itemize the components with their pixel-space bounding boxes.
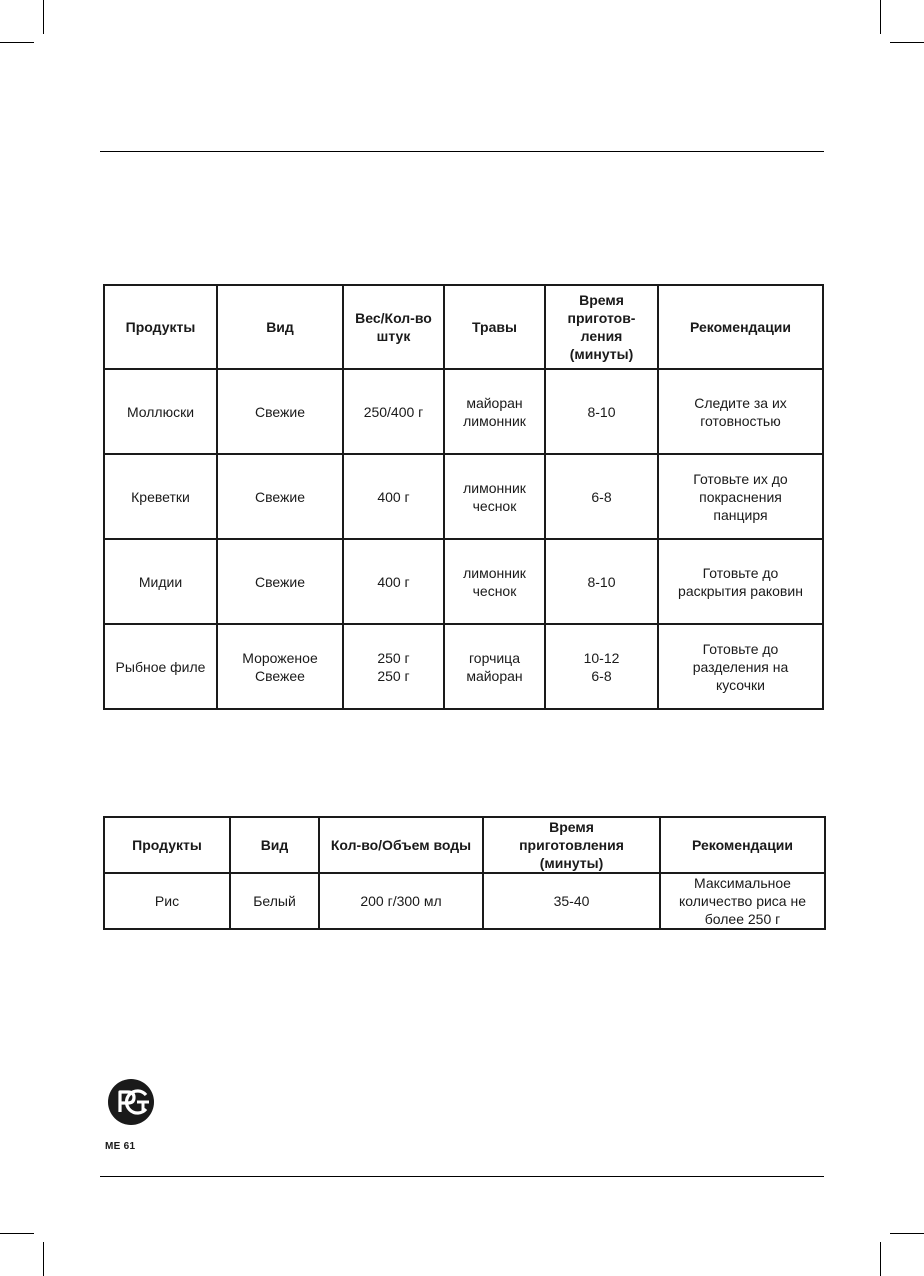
crop-mark-top-left-horizontal [0, 42, 34, 43]
table-cell: 250/400 г [343, 369, 444, 454]
table-row [104, 539, 823, 624]
rst-certification-mark-icon [107, 1078, 155, 1126]
table-header-row [104, 817, 825, 873]
table-cell: 10-12 6-8 [545, 624, 658, 709]
table-cell: Креветки [104, 454, 217, 539]
crop-mark-top-left-vertical [43, 0, 44, 34]
table-cell: Готовьте до разделения на кусочки [658, 624, 823, 709]
seafood-cooking-table [103, 284, 824, 710]
header-cell: Продукты [104, 285, 217, 369]
crop-mark-bottom-left-horizontal [0, 1233, 34, 1234]
table-cell: Свежие [217, 454, 343, 539]
header-cell: Вид [217, 285, 343, 369]
table-row [104, 624, 823, 709]
crop-mark-bottom-left-vertical [43, 1242, 44, 1276]
table-cell: Свежие [217, 369, 343, 454]
header-cell: Рекомендации [658, 285, 823, 369]
header-cell: Продукты [104, 817, 230, 873]
table-cell: Готовьте их до покраснения панциря [658, 454, 823, 539]
crop-mark-bottom-right-horizontal [890, 1233, 924, 1234]
table-cell: 250 г 250 г [343, 624, 444, 709]
header-cell: Время приготовления (минуты) [483, 817, 660, 873]
table-cell: 6-8 [545, 454, 658, 539]
header-cell: Время приготов- ления (минуты) [545, 285, 658, 369]
table-cell: Рыбное филе [104, 624, 217, 709]
table-cell: Моллюски [104, 369, 217, 454]
table-header-row [104, 285, 823, 369]
header-rule [100, 151, 824, 152]
crop-mark-bottom-right-vertical [880, 1242, 881, 1276]
table-cell: Мидии [104, 539, 217, 624]
rice-cooking-table [103, 816, 826, 930]
certification-code: ME 61 [105, 1141, 136, 1152]
table-row [104, 454, 823, 539]
table-cell: 400 г [343, 454, 444, 539]
header-cell: Рекомендации [660, 817, 825, 873]
table-cell: Свежие [217, 539, 343, 624]
table-cell: 200 г/300 мл [319, 873, 483, 929]
table-cell: Мороженое Свежее [217, 624, 343, 709]
table-cell: майоран лимонник [444, 369, 545, 454]
table-cell: Следите за их готовностью [658, 369, 823, 454]
crop-mark-top-right-vertical [880, 0, 881, 34]
header-cell: Травы [444, 285, 545, 369]
header-cell: Вес/Кол-во штук [343, 285, 444, 369]
crop-mark-top-right-horizontal [890, 42, 924, 43]
table-cell: 8-10 [545, 369, 658, 454]
table-cell: горчица майоран [444, 624, 545, 709]
footer-rule [100, 1176, 824, 1177]
table-cell: Готовьте до раскрытия раковин [658, 539, 823, 624]
header-cell: Вид [230, 817, 319, 873]
header-cell: Кол-во/Объем воды [319, 817, 483, 873]
table-cell: 35-40 [483, 873, 660, 929]
table-cell: Рис [104, 873, 230, 929]
table-row [104, 873, 825, 929]
table-cell: Белый [230, 873, 319, 929]
table-cell: лимонник чеснок [444, 454, 545, 539]
table-cell: лимонник чеснок [444, 539, 545, 624]
table-cell: 8-10 [545, 539, 658, 624]
table-cell: 400 г [343, 539, 444, 624]
table-cell: Максимальное количество риса не более 250 г [660, 873, 825, 929]
table-row [104, 369, 823, 454]
